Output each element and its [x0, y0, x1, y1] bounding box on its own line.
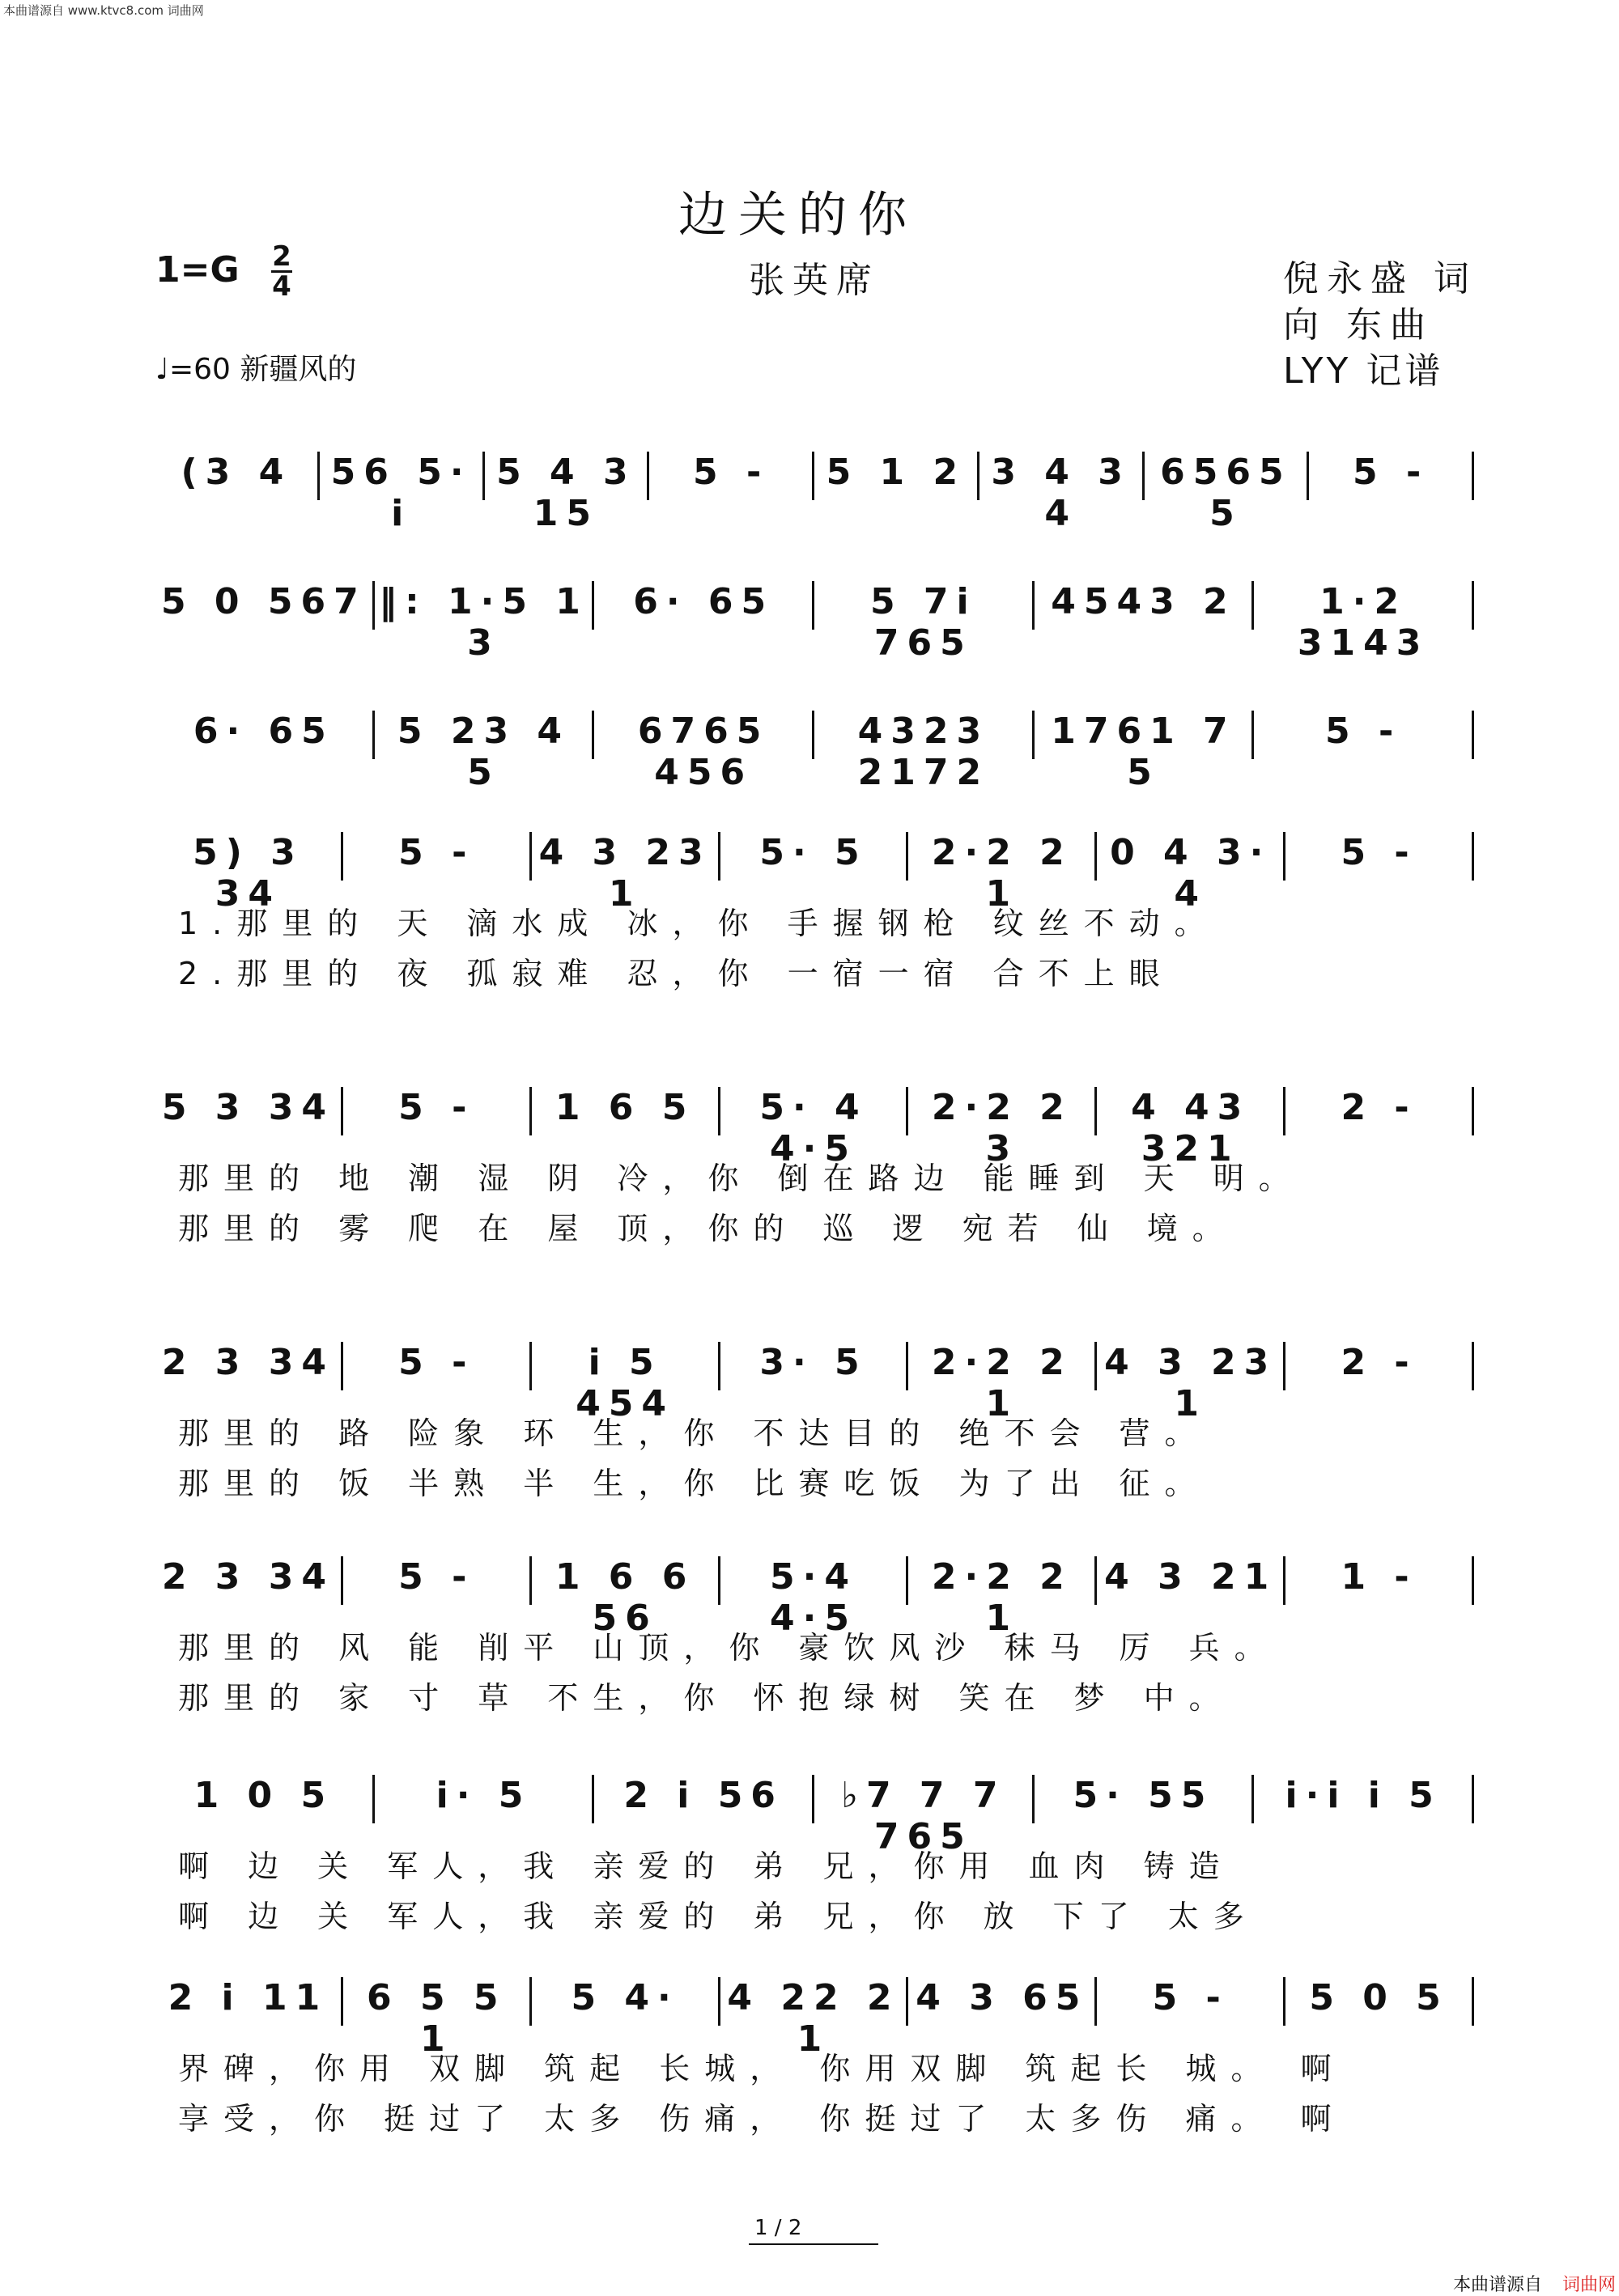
- barline: [1251, 1775, 1254, 1823]
- measure: 2 i 11: [168, 1977, 329, 2018]
- tempo-marking: ♩=60 新疆风的: [155, 353, 357, 386]
- barline: [482, 452, 485, 500]
- barline: [529, 1342, 532, 1390]
- barline: [1251, 711, 1254, 759]
- barline: [1094, 832, 1097, 881]
- measure: 2 3 34: [161, 1556, 334, 1598]
- barline: [812, 581, 814, 630]
- measure: 5 0 5: [1309, 1977, 1449, 2018]
- barline: [529, 832, 532, 881]
- lyric-line: 那里的 家 寸 草 不生，你 怀抱绿树 笑在 梦 中。: [178, 1680, 1234, 1716]
- barline: [718, 1087, 720, 1135]
- barline: [812, 711, 814, 759]
- lyric-line: 那里的 路 险象 环 生，你 不达目的 绝不会 营。: [178, 1415, 1210, 1451]
- barline: [592, 1775, 594, 1823]
- measure: ♭7 7 7 765: [841, 1775, 1006, 1857]
- barline: [1032, 581, 1035, 630]
- barline: [1472, 581, 1474, 630]
- page-number: 1 / 2: [754, 2216, 802, 2240]
- barline: [1472, 1977, 1474, 2026]
- measure: 6565 5: [1160, 452, 1292, 534]
- measure: 5 -: [1152, 1977, 1229, 2018]
- score-line: [154, 437, 1473, 542]
- measure: 5 -: [1341, 832, 1417, 873]
- measure: 4 22 2 1: [727, 1977, 900, 2060]
- measure: 2·2 2 1: [931, 1556, 1073, 1639]
- barline: [906, 1342, 908, 1390]
- lyric-line: 那里的 风 能 削平 山顶，你 豪饮风沙 秣马 厉 兵。: [178, 1630, 1280, 1666]
- barline: [1283, 832, 1285, 881]
- song-title: 边关的你: [678, 187, 918, 244]
- lyric-line: 界碑，你用 双脚 筑起 长城， 你用双脚 筑起长 城。 啊: [178, 2051, 1346, 2086]
- measure: 1·2 3143: [1297, 581, 1430, 664]
- measure: 5 -: [1325, 711, 1402, 752]
- measure: 56 5· i: [330, 452, 472, 534]
- barline: [1472, 832, 1474, 881]
- barline: [1472, 711, 1474, 759]
- measure: 5· 55: [1073, 1775, 1214, 1816]
- measure: 6· 65: [193, 711, 334, 752]
- measure: 1 -: [1341, 1556, 1417, 1598]
- site-logo: 词曲网: [1562, 2275, 1617, 2295]
- barline: [529, 1556, 532, 1605]
- measure: 0 4 3· 4: [1110, 832, 1272, 915]
- measure: 5 0 567: [160, 581, 367, 622]
- transcriber: LYY 记谱: [1283, 350, 1444, 392]
- barline: [1472, 1775, 1474, 1823]
- measure: 5·4 4·5: [770, 1556, 857, 1639]
- bottom-watermark: 本曲谱源自: [1453, 2275, 1543, 2295]
- barline: [341, 1977, 343, 2026]
- score-line: [154, 1542, 1473, 1716]
- measure: 2 -: [1341, 1342, 1417, 1383]
- measure: 2 i 56: [623, 1775, 784, 1816]
- barline: [1283, 1087, 1285, 1135]
- measure: 1 6 6 56: [555, 1556, 695, 1639]
- measure: 5 3 34: [161, 1087, 334, 1128]
- measure: ‖: 1·5 1 3: [379, 581, 589, 664]
- barline: [341, 1087, 343, 1135]
- measure: 1 0 5: [193, 1775, 334, 1816]
- barline: [718, 1342, 720, 1390]
- measure: 5 -: [398, 1556, 475, 1598]
- barline: [1472, 1556, 1474, 1605]
- measure: 5 7i 765: [870, 581, 977, 664]
- measure: 4 3 65: [916, 1977, 1089, 2018]
- score-line: [154, 1760, 1473, 1934]
- barline: [372, 1775, 375, 1823]
- composer: 向 东曲: [1283, 304, 1434, 346]
- measure: 4 43 321: [1131, 1087, 1251, 1169]
- barline: [341, 1342, 343, 1390]
- measure: 2·2 2 1: [931, 832, 1073, 915]
- measure: 4543 2: [1051, 581, 1236, 622]
- measure: 5 -: [693, 452, 770, 493]
- barline: [812, 452, 814, 500]
- measure: 5· 5: [759, 832, 868, 873]
- barline: [1094, 1087, 1097, 1135]
- barline: [647, 452, 649, 500]
- lyric-line: 那里的 饭 半熟 半 生，你 比赛吃饭 为了出 征。: [178, 1466, 1210, 1501]
- measure: 3 4 3 4: [991, 452, 1131, 534]
- barline: [906, 1977, 908, 2026]
- score-line: [154, 1963, 1473, 2137]
- lyricist: 倪永盛 词: [1283, 258, 1477, 299]
- measure: 4323 2172: [857, 711, 990, 793]
- barline: [341, 832, 343, 881]
- barline: [372, 581, 375, 630]
- time-signature: 2 4: [272, 240, 291, 303]
- barline: [1094, 1556, 1097, 1605]
- measure: 5 1 2: [826, 452, 967, 493]
- barline: [1283, 1977, 1285, 2026]
- barline: [1307, 452, 1309, 500]
- barline: [1472, 1342, 1474, 1390]
- barline: [317, 452, 320, 500]
- lyric-line: 那里的 地 潮 湿 阴 冷，你 倒在路边 能睡到 天 明。: [178, 1161, 1304, 1196]
- barline: [592, 711, 594, 759]
- barline: [592, 581, 594, 630]
- measure: (3 4: [181, 452, 292, 493]
- barline: [1283, 1556, 1285, 1605]
- barline: [906, 1556, 908, 1605]
- score-line: [154, 817, 1473, 991]
- measure: i· 5: [436, 1775, 532, 1816]
- barline: [1472, 452, 1474, 500]
- barline: [718, 1556, 720, 1605]
- measure: 5 -: [398, 1342, 475, 1383]
- barline: [372, 711, 375, 759]
- page-number-rule: [749, 2243, 878, 2245]
- score-line: [154, 696, 1473, 801]
- measure: 1 6 5: [555, 1087, 695, 1128]
- measure: 5) 3 34: [193, 832, 304, 915]
- barline: [812, 1775, 814, 1823]
- barline: [906, 1087, 908, 1135]
- barline: [1283, 1342, 1285, 1390]
- measure: 4 3 23 1: [538, 832, 712, 915]
- barline: [341, 1556, 343, 1605]
- measure: 2·2 2 1: [931, 1342, 1073, 1424]
- barline: [1032, 1775, 1035, 1823]
- barline: [1032, 711, 1035, 759]
- barline: [1142, 452, 1145, 500]
- measure: 6· 65: [633, 581, 775, 622]
- barline: [906, 832, 908, 881]
- measure: 4 3 23 1: [1104, 1342, 1277, 1424]
- barline: [529, 1087, 532, 1135]
- measure: 3· 5: [759, 1342, 868, 1383]
- lyric-line: 啊 边 关 军人，我 亲爱的 弟 兄，你 放 下了 太多: [178, 1899, 1259, 1934]
- barline: [529, 1977, 532, 2026]
- measure: 6 5 5 1: [367, 1977, 507, 2060]
- measure: 2 3 34: [161, 1342, 334, 1383]
- measure: 5 4 3 15: [496, 452, 636, 534]
- measure: 5 -: [398, 832, 475, 873]
- measure: 5 -: [1353, 452, 1430, 493]
- lyric-line: 享受，你 挺过了 太多 伤痛， 你挺过了 太多伤 痛。 啊: [178, 2101, 1346, 2137]
- barline: [1251, 581, 1254, 630]
- measure: 2 -: [1341, 1087, 1417, 1128]
- barline: [718, 1977, 720, 2026]
- measure: 5 23 4 5: [397, 711, 571, 793]
- measure: 6765 456: [637, 711, 770, 793]
- measure: 4 3 21: [1104, 1556, 1277, 1598]
- measure: 1761 7 5: [1051, 711, 1236, 793]
- lyric-line: 啊 边 关 军人，我 亲爱的 弟 兄，你用 血肉 铸造: [178, 1848, 1234, 1884]
- barline: [1472, 1087, 1474, 1135]
- measure: i·i i 5: [1285, 1775, 1442, 1816]
- barline: [718, 832, 720, 881]
- score-line: [154, 1072, 1473, 1246]
- barline: [1094, 1342, 1097, 1390]
- lyric-line: 1.那里的 天 滴水成 冰，你 手握钢枪 纹丝不动。: [178, 906, 1220, 941]
- measure: 2·2 2 3: [931, 1087, 1073, 1169]
- measure: 5· 4 4·5: [759, 1087, 868, 1169]
- barline: [1094, 1977, 1097, 2026]
- key-signature: 1=G: [155, 249, 240, 291]
- lyric-line: 2.那里的 夜 孤寂难 忍，你 一宿一宿 合不上眼: [178, 956, 1175, 991]
- measure: 5 -: [398, 1087, 475, 1128]
- measure: i 5 454: [576, 1342, 675, 1424]
- top-watermark: 本曲谱源自 www.ktvc8.com 词曲网: [3, 3, 204, 18]
- singer: 张英席: [749, 260, 880, 301]
- lyric-line: 那里的 雾 爬 在 屋 顶，你的 巡 逻 宛若 仙 境。: [178, 1211, 1238, 1246]
- score-line: [154, 1327, 1473, 1501]
- barline: [977, 452, 979, 500]
- score-line: [154, 567, 1473, 672]
- measure: 5 4·: [571, 1977, 679, 2018]
